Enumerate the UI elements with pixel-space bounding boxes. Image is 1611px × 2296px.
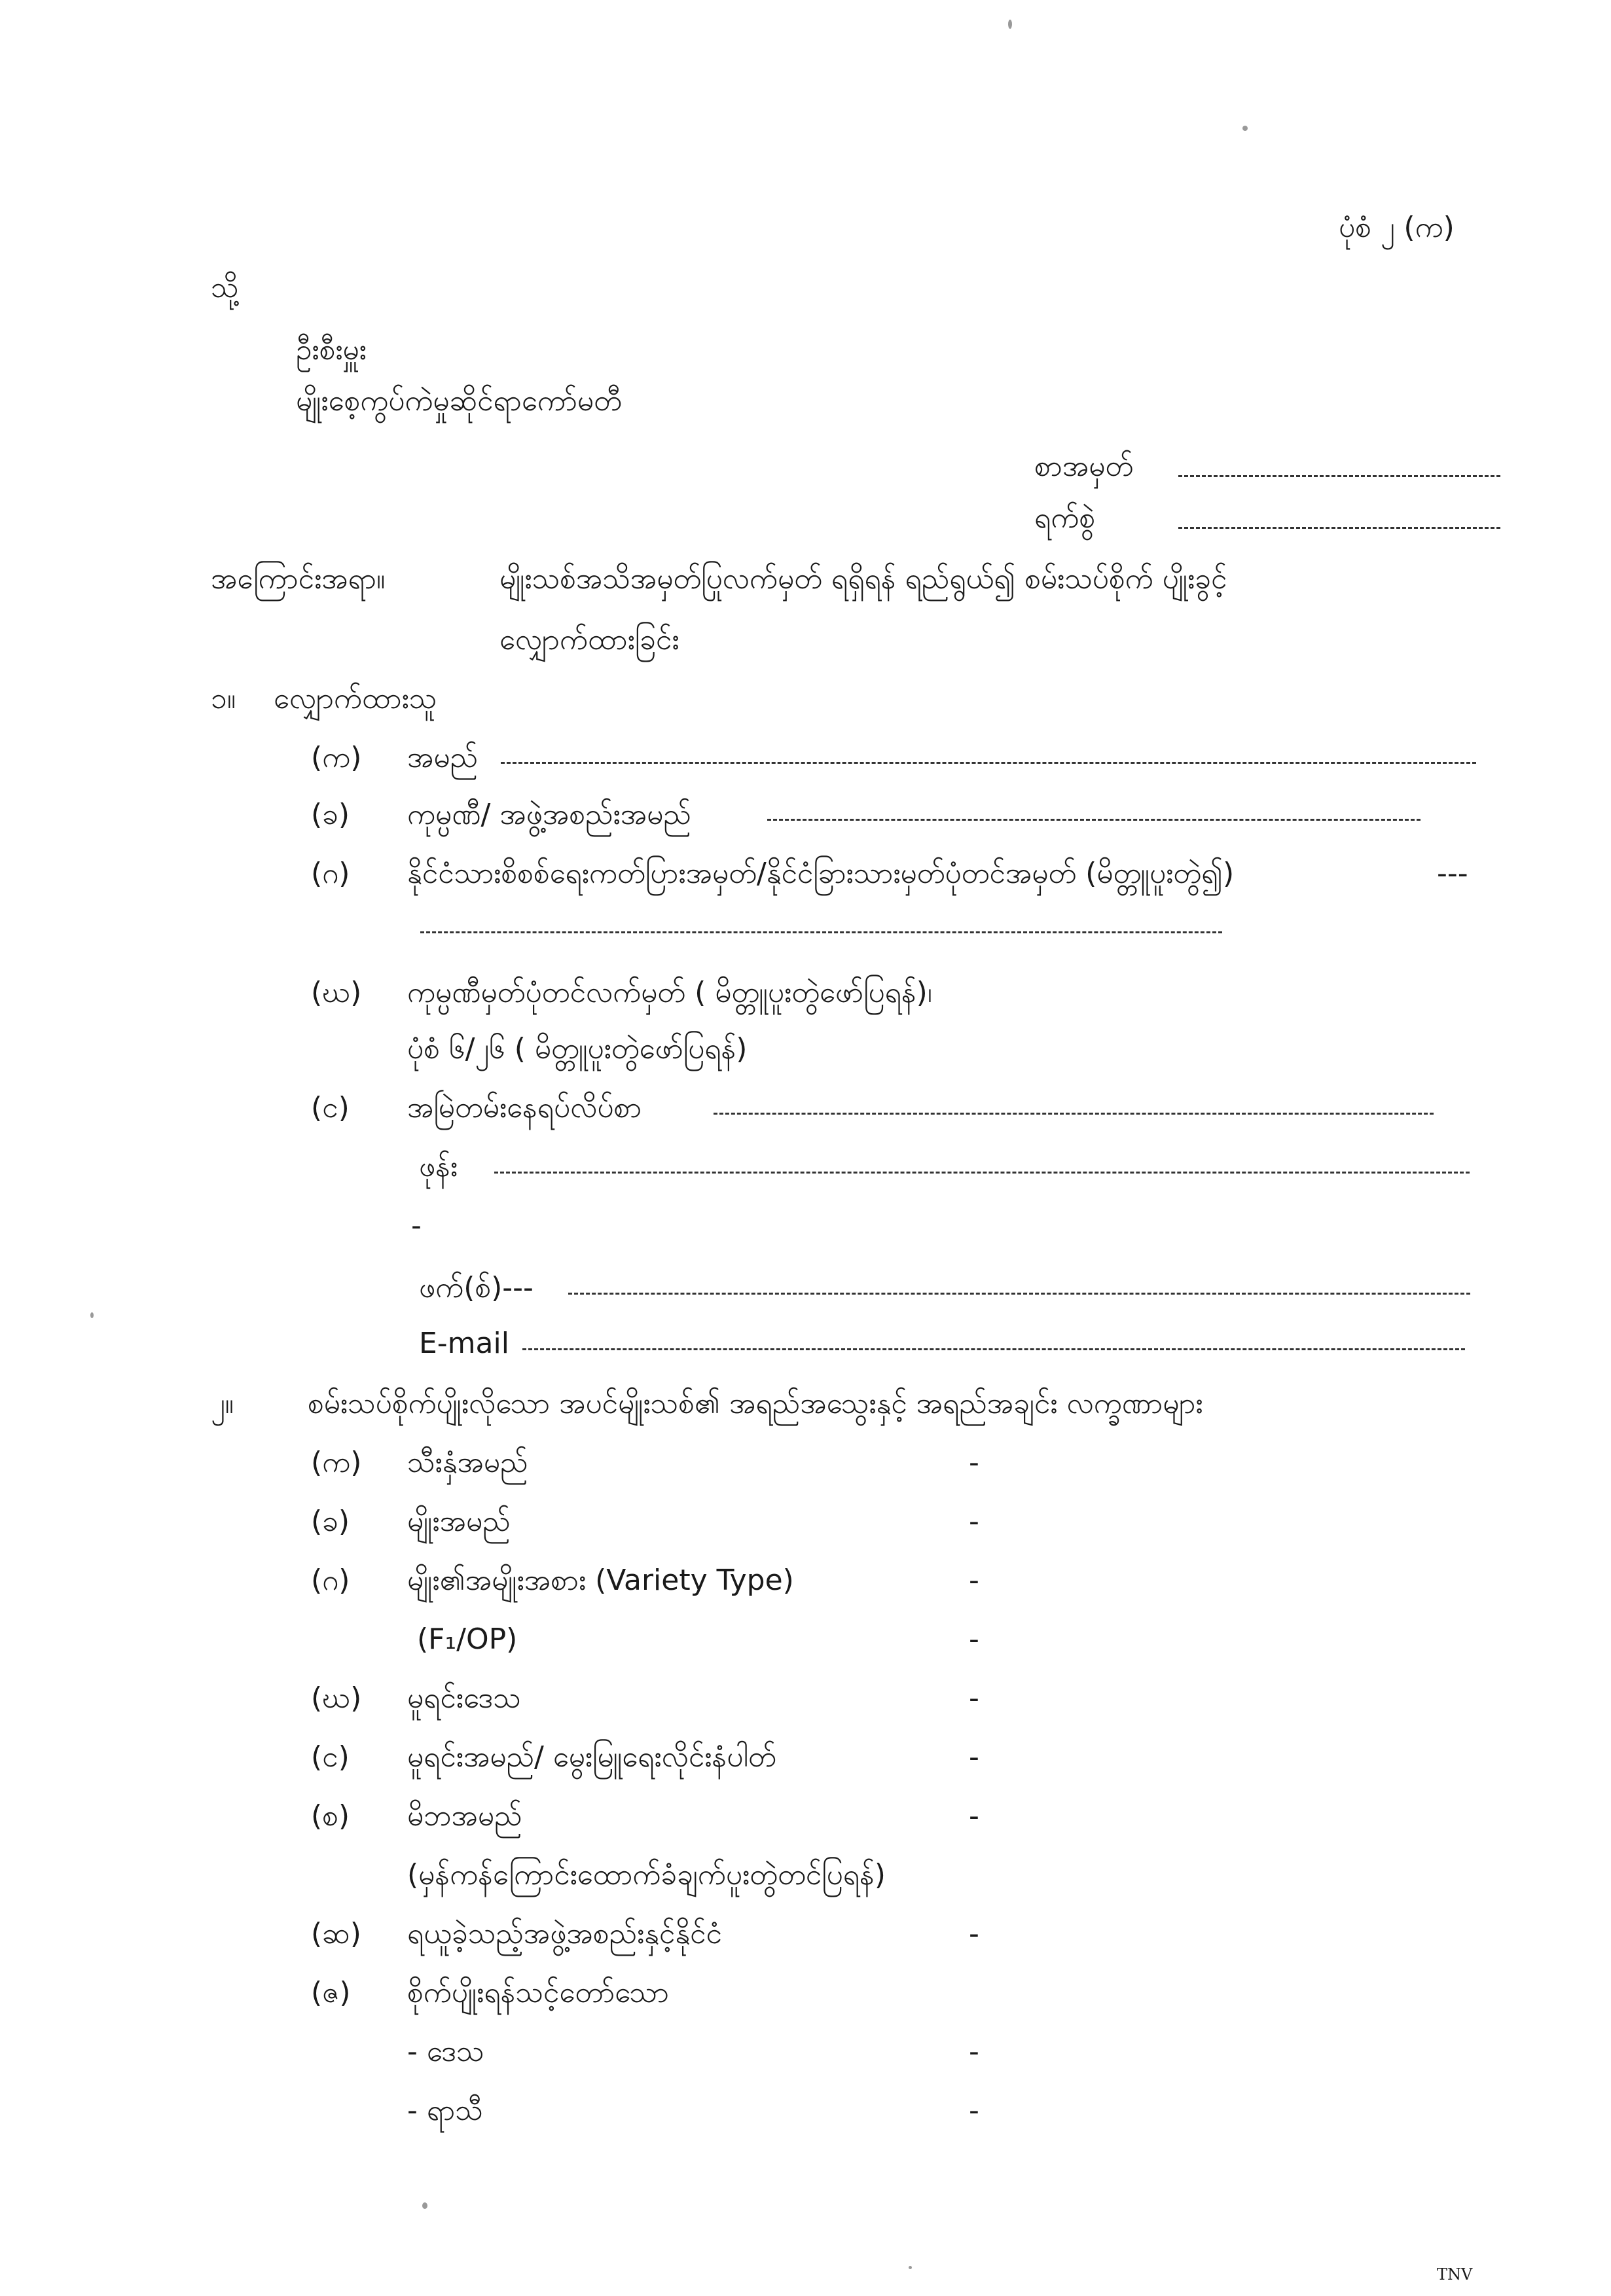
- id-number-field[interactable]: [420, 931, 1222, 933]
- form-number: ပုံစံ ၂ (က): [1339, 211, 1455, 244]
- variety-type-label: မျိုး၏အမျိုးအစား (Variety Type): [407, 1564, 794, 1597]
- source-organization-field[interactable]: -: [969, 1917, 979, 1950]
- subject-label: အကြောင်းအရာ။: [211, 562, 386, 596]
- date-label: ရက်စွဲ: [1034, 501, 1096, 535]
- certification-note: (မှန်ကန်ကြောင်းထောက်ခံချက်ပူးတွဲတင်ပြရန်): [407, 1858, 886, 1892]
- scan-speck: [1008, 20, 1012, 29]
- parent-name-label: မိဘအမည်: [407, 1799, 522, 1833]
- suitable-region-label: - ဒေသ: [407, 2035, 484, 2068]
- company-registration-label: ကုမ္ပဏီမှတ်ပုံတင်လက်မှတ် ( မိတ္တူပူးတွဲဖော်ပြရန်)၊: [407, 976, 932, 1009]
- suitable-season-label: - ရာသီ: [407, 2094, 483, 2127]
- company-name-label: ကုမ္ပဏီ/ အဖွဲ့အစည်းအမည်: [407, 798, 691, 831]
- crop-name-label: သီးနှံအမည်: [407, 1446, 528, 1479]
- item-mark: (က): [311, 741, 362, 774]
- id-number-trail: ---: [1437, 857, 1468, 890]
- email-label: E-mail: [419, 1327, 509, 1360]
- phone-label: ဖုန်း: [419, 1150, 458, 1183]
- scan-speck: [909, 2266, 912, 2269]
- variety-type-field[interactable]: -: [969, 1564, 979, 1597]
- origin-region-label: မူရင်းဒေသ: [407, 1681, 521, 1715]
- variety-name-field[interactable]: -: [969, 1505, 979, 1538]
- to-label: သို့: [211, 271, 239, 304]
- section-1-title: လျှောက်ထားသူ: [274, 682, 437, 715]
- permanent-address-field[interactable]: [714, 1113, 1434, 1115]
- suitable-region-field[interactable]: -: [969, 2035, 979, 2068]
- email-field[interactable]: [522, 1348, 1465, 1350]
- section-1-number: ၁။: [211, 682, 236, 715]
- section-2-number: ၂။: [211, 1387, 234, 1420]
- parent-name-field[interactable]: -: [969, 1799, 979, 1833]
- footer-initials: TNV: [1437, 2265, 1473, 2284]
- subject-line-1: မျိုးသစ်အသိအမှတ်ပြုလက်မှတ် ရရှိရန် ရည်ရွယ်၍ စမ်းသပ်စိုက် ပျိုးခွင့်: [499, 562, 1227, 596]
- section-2-title: စမ်းသပ်စိုက်ပျိုးလိုသော အပင်မျိုးသစ်၏ အရည်အသွေးနှင့် အရည်အချင်း လက္ခဏာများ: [308, 1387, 1203, 1420]
- item-mark: (ခ): [311, 798, 350, 831]
- suitable-season-field[interactable]: -: [969, 2094, 979, 2127]
- origin-region-field[interactable]: -: [969, 1681, 979, 1715]
- reference-number-label: စာအမှတ်: [1034, 450, 1134, 483]
- subject-line-2: လျှောက်ထားခြင်း: [499, 623, 679, 656]
- f1-op-label: (F₁/OP): [417, 1623, 518, 1656]
- item-mark: (ဇ): [311, 1976, 351, 2009]
- form-6-26-label: ပုံစံ ၆/၂၆ ( မိတ္တူပူးတွဲဖော်ပြရန်): [407, 1032, 748, 1066]
- phone-field[interactable]: [494, 1172, 1470, 1174]
- scan-speck: [90, 1312, 94, 1318]
- reference-number-field[interactable]: [1178, 475, 1500, 477]
- item-mark: (ဂ): [311, 1564, 350, 1597]
- item-mark: (က): [311, 1446, 362, 1479]
- item-mark: (င): [311, 1091, 350, 1124]
- item-mark: (ခ): [311, 1505, 350, 1538]
- phone-continuation: -: [411, 1209, 422, 1242]
- applicant-name-label: အမည်: [407, 741, 479, 774]
- item-mark: (ဃ): [311, 1681, 362, 1715]
- breeding-line-label: မူရင်းအမည်/ မွေးမြူရေးလိုင်းနံပါတ်: [407, 1740, 776, 1774]
- id-number-label: နိုင်ငံသားစိစစ်ရေးကတ်ပြားအမှတ်/နိုင်ငံခြားသားမှတ်ပုံတင်အမှတ် (မိတ္တူပူးတွဲ၍): [407, 857, 1235, 890]
- item-mark: (စ): [311, 1799, 350, 1833]
- fax-field[interactable]: [568, 1293, 1470, 1295]
- scan-speck: [422, 2202, 427, 2209]
- date-field[interactable]: [1178, 527, 1500, 529]
- breeding-line-field[interactable]: -: [969, 1740, 979, 1774]
- item-mark: (ဆ): [311, 1917, 361, 1950]
- source-organization-label: ရယူခဲ့သည့်အဖွဲ့အစည်းနှင့်နိုင်ငံ: [407, 1917, 722, 1950]
- recipient-title: ဦးစီးမှူး: [296, 333, 367, 367]
- item-mark: (င): [311, 1740, 350, 1774]
- scan-speck: [1242, 126, 1248, 131]
- applicant-name-field[interactable]: [501, 762, 1476, 764]
- recipient-department: မျိုးစေ့ကွပ်ကဲမှုဆိုင်ရာကော်မတီ: [296, 384, 622, 418]
- item-mark: (ဃ): [311, 976, 362, 1009]
- suitable-cultivation-label: စိုက်ပျိုးရန်သင့်တော်သော: [407, 1976, 669, 2009]
- f1-op-field[interactable]: -: [969, 1623, 979, 1656]
- permanent-address-label: အမြဲတမ်းနေရပ်လိပ်စာ: [407, 1091, 642, 1124]
- company-name-field[interactable]: [767, 819, 1421, 821]
- item-mark: (ဂ): [311, 857, 350, 890]
- variety-name-label: မျိုးအမည်: [407, 1505, 511, 1538]
- fax-label: ဖက်(စ်)---: [419, 1271, 534, 1304]
- crop-name-field[interactable]: -: [969, 1446, 979, 1479]
